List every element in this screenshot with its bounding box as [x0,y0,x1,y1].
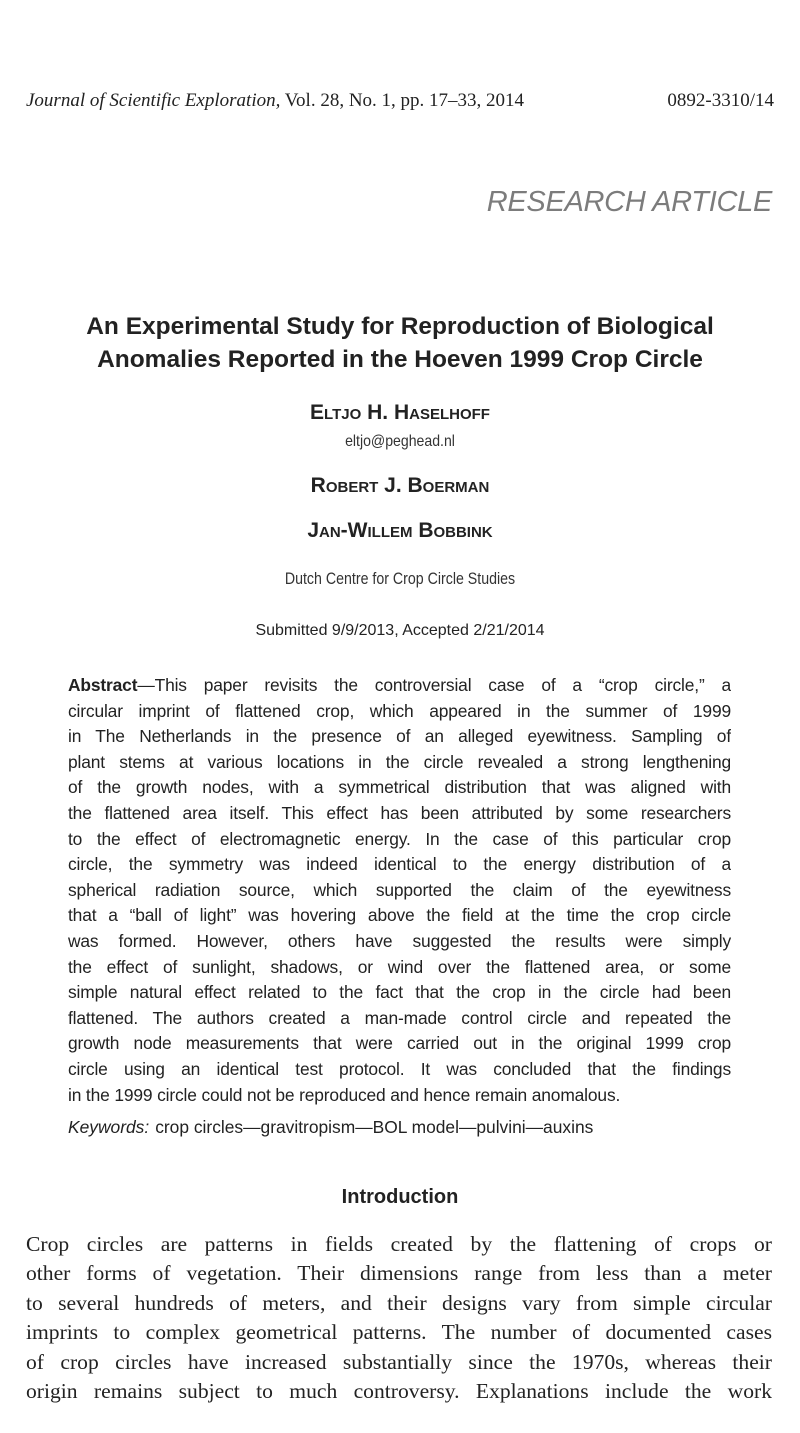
abstract-line: spherical radiation source, which supported the claim of the eyewitness [68,879,731,900]
abstract-line: to the effect of electromagnetic energy. In the case of this particular crop [68,828,731,849]
abstract-line: Abstract—This paper revisits the controversial case of a “crop circle,” a [68,675,731,695]
abstract-line: in the 1999 circle could not be reproduced and hence remain anomalous. [68,1084,621,1105]
volume-pages: Vol. 28, No. 1, pp. 17–33, 2014 [280,90,525,111]
abstract-line: that a “ball of light” was hovering above the field at the time the crop circle [68,905,731,926]
body-line: of crop circles have increased substantially since the 1970s, whereas their [26,1349,772,1374]
paper-title [40,310,760,376]
body-line: imprints to complex geometrical patterns. The number of documented cases [26,1320,772,1345]
author-email: eltjo@peghead.nl [345,433,455,450]
body-line: Crop circles are patterns in fields created by the flattening of crops or [26,1232,772,1256]
keywords-value: crop circles—gravitropism—BOL model—pulvini—auxins [155,1117,594,1137]
author-name: Eltjo H. Haselhoff [310,401,490,424]
abstract [68,673,731,1108]
author-name: Robert J. Boerman [310,474,490,497]
abstract-line: the effect of sunlight, shadows, or wind over the flattened area, or some [68,956,731,977]
abstract-line: in The Netherlands in the presence of an alleged eyewitness. Sampling of [68,726,731,747]
keywords [68,1117,731,1138]
abstract-line: growth node measurements that were carried out in the original 1999 crop [68,1033,731,1054]
keywords-label: Keywords: [68,1117,150,1137]
abstract-label: Abstract [68,675,138,695]
abstract-line: plant stems at various locations in the circle revealed a strong lengthening [68,751,731,772]
abstract-line: flattened. The authors created a man-made control circle and repeated the [68,1007,731,1028]
abstract-line: simple natural effect related to the fact that the crop in the circle had been [68,982,731,1003]
author-name: Jan-Willem Bobbink [307,519,493,542]
article-type-label: RESEARCH ARTICLE [486,186,772,218]
body-line: origin remains subject to much controversy. Explanations include the work [26,1379,772,1404]
abstract-line: circular imprint of flattened crop, which appeared in the summer of 1999 [68,700,731,721]
abstract-line: circle using an identical test protocol. It was concluded that the findings [68,1058,731,1079]
abstract-line: of the growth nodes, with a symmetrical distribution that was aligned with [68,777,731,798]
abstract-line: the flattened area itself. This effect has been attributed by some researchers [68,802,731,823]
body-line: to several hundreds of meters, and their designs vary from simple circular [26,1290,772,1315]
title-line: An Experimental Study for Reproduction of Biological [86,313,714,340]
introduction-text [26,1230,772,1406]
journal-citation [26,90,524,112]
running-header [26,90,774,112]
abstract-line: circle, the symmetry was indeed identical to the energy distribution of a [68,854,731,875]
affiliation: Dutch Centre for Crop Circle Studies [284,570,516,588]
abstract-line: was formed. However, others have suggested the results were simply [68,930,731,951]
journal-name: Journal of Scientific Exploration, [26,90,281,111]
body-line: other forms of vegetation. Their dimensions range from less than a meter [26,1261,772,1286]
submission-dates: Submitted 9/9/2013, Accepted 2/21/2014 [255,622,545,639]
section-heading-introduction: Introduction [341,1186,459,1208]
issn: 0892-3310/14 [667,90,774,111]
title-line: Anomalies Reported in the Hoeven 1999 Crop Circle [97,346,703,373]
